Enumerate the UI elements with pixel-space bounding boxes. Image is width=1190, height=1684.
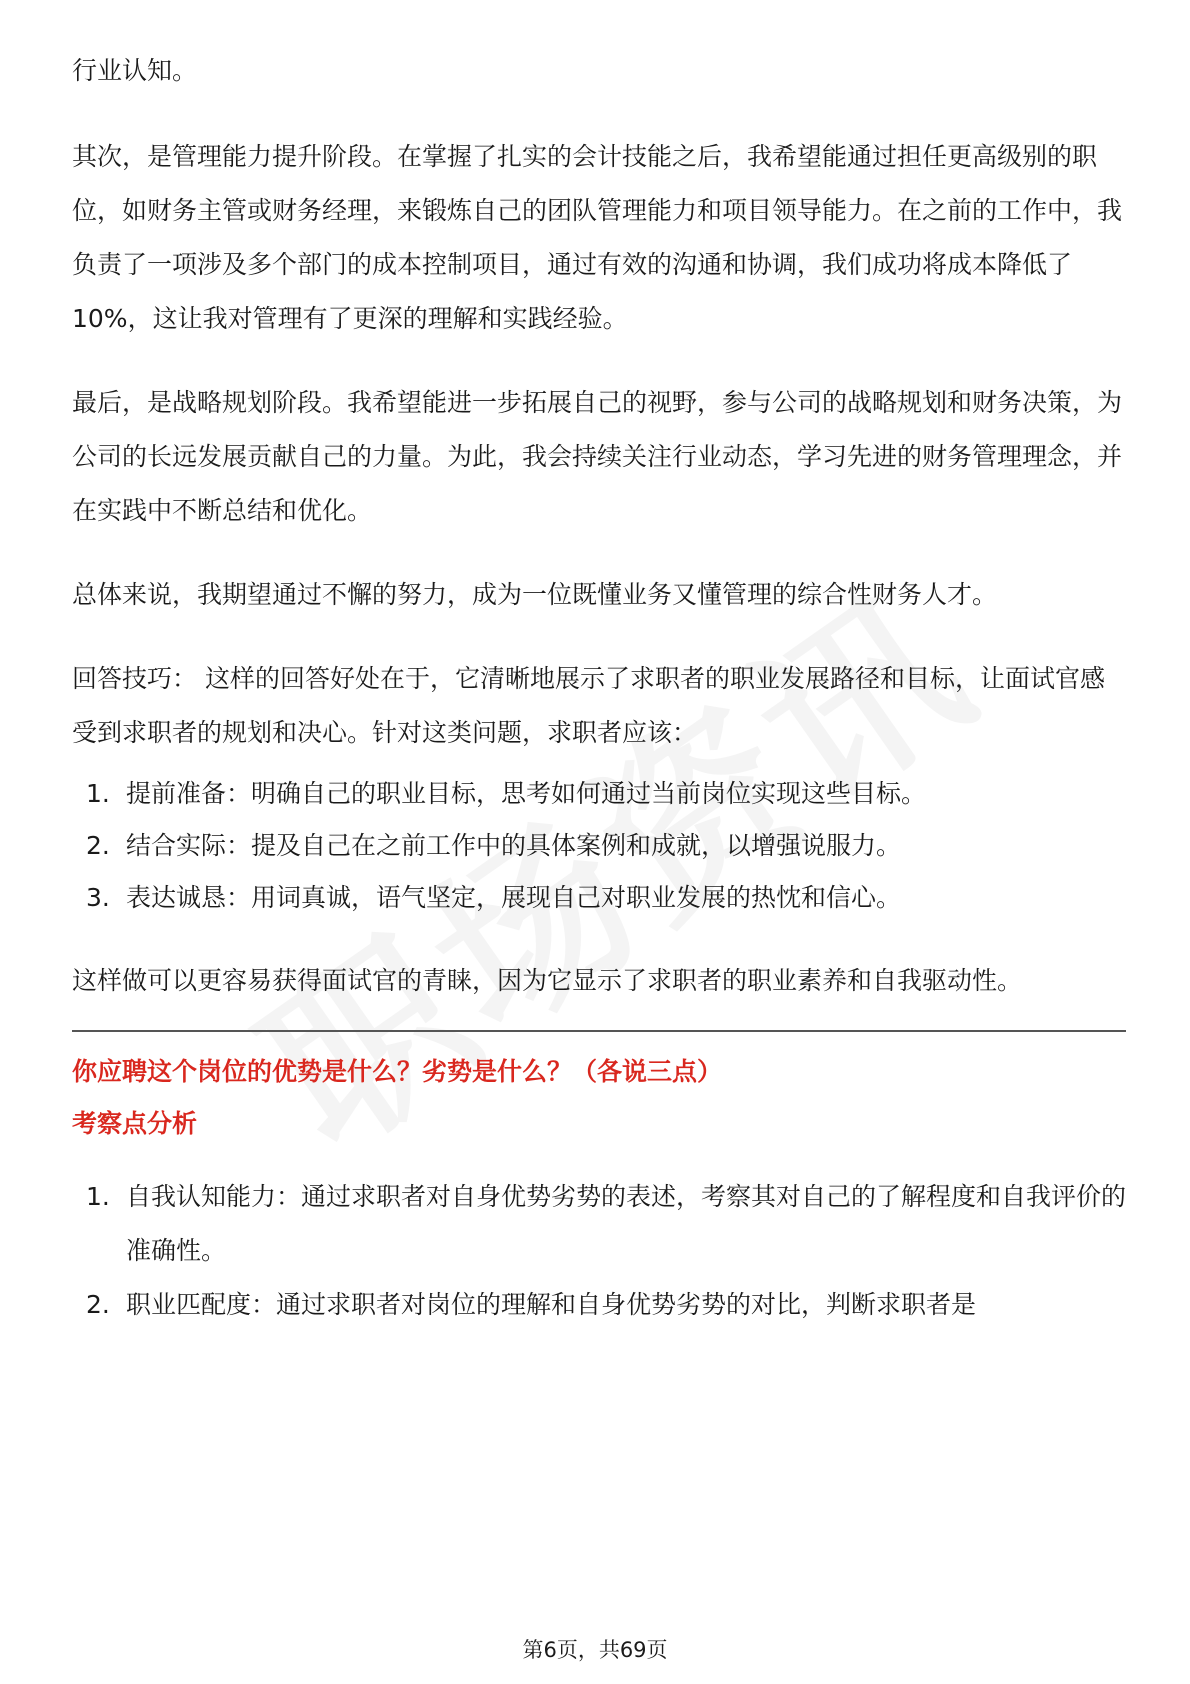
list-number: 1. — [86, 1182, 110, 1211]
paragraph-summary: 总体来说，我期望通过不懈的努力，成为一位既懂业务又懂管理的综合性财务人才。 — [72, 580, 998, 609]
list-item-text: 表达诚恳：用词真诚，语气坚定，展现自己对职业发展的热忱和信心。 — [126, 883, 902, 912]
paragraph-answer-tips: 回答技巧： 这样的回答好处在于，它清晰地展示了求职者的职业发展路径和目标，让面试官感受到求职者的规划和决心。针对这类问题，求职者应该： — [72, 664, 1105, 747]
page-content — [72, 44, 1126, 1362]
list-number: 3. — [86, 883, 110, 912]
list-item-text: 结合实际：提及自己在之前工作中的具体案例和成就，以增强说服力。 — [126, 831, 902, 860]
list-item-text: 提前准备：明确自己的职业目标，思考如何通过当前岗位实现这些目标。 — [126, 779, 927, 808]
list-item — [72, 1170, 1126, 1278]
paragraph-management-stage: 其次，是管理能力提升阶段。在掌握了扎实的会计技能之后，我希望能通过担任更高级别的职位，如财务主管或财务经理，来锻炼自己的团队管理能力和项目领导能力。在之前的工作中，我负责了一项涉及多个部门的成本控制项目，通过有效的沟通和协调，我们成功将成本降低了10%，这让我对管理有了更深的理解和实践经验。 — [72, 142, 1123, 333]
page-number-footer: 第6页，共69页 — [522, 1638, 668, 1662]
list-number: 2. — [86, 1290, 110, 1319]
list-item — [72, 1278, 1126, 1332]
list-item-text: 自我认知能力：通过求职者对自身优势劣势的表述，考察其对自己的了解程度和自我评价的准确性。 — [126, 1182, 1127, 1265]
list-item — [72, 872, 1126, 924]
paragraph-strategy-stage: 最后，是战略规划阶段。我希望能进一步拓展自己的视野，参与公司的战略规划和财务决策，为公司的长远发展贡献自己的力量。为此，我会持续关注行业动态，学习先进的财务管理理念，并在实践中不断总结和优化。 — [72, 388, 1123, 525]
paragraph-industry-cognition: 行业认知。 — [72, 56, 198, 85]
section-divider — [72, 1030, 1126, 1032]
tips-list — [72, 768, 1126, 924]
paragraph-conclusion: 这样做可以更容易获得面试官的青睐，因为它显示了求职者的职业素养和自我驱动性。 — [72, 966, 1023, 995]
analysis-heading: 考察点分析 — [72, 1109, 198, 1138]
list-item — [72, 820, 1126, 872]
question-title: 你应聘这个岗位的优势是什么？劣势是什么？（各说三点） — [72, 1057, 723, 1086]
list-item — [72, 768, 1126, 820]
list-item-text: 职业匹配度：通过求职者对岗位的理解和自身优势劣势的对比，判断求职者是 — [126, 1290, 977, 1319]
list-number: 2. — [86, 831, 110, 860]
analysis-points-list — [72, 1170, 1126, 1332]
list-number: 1. — [86, 779, 110, 808]
